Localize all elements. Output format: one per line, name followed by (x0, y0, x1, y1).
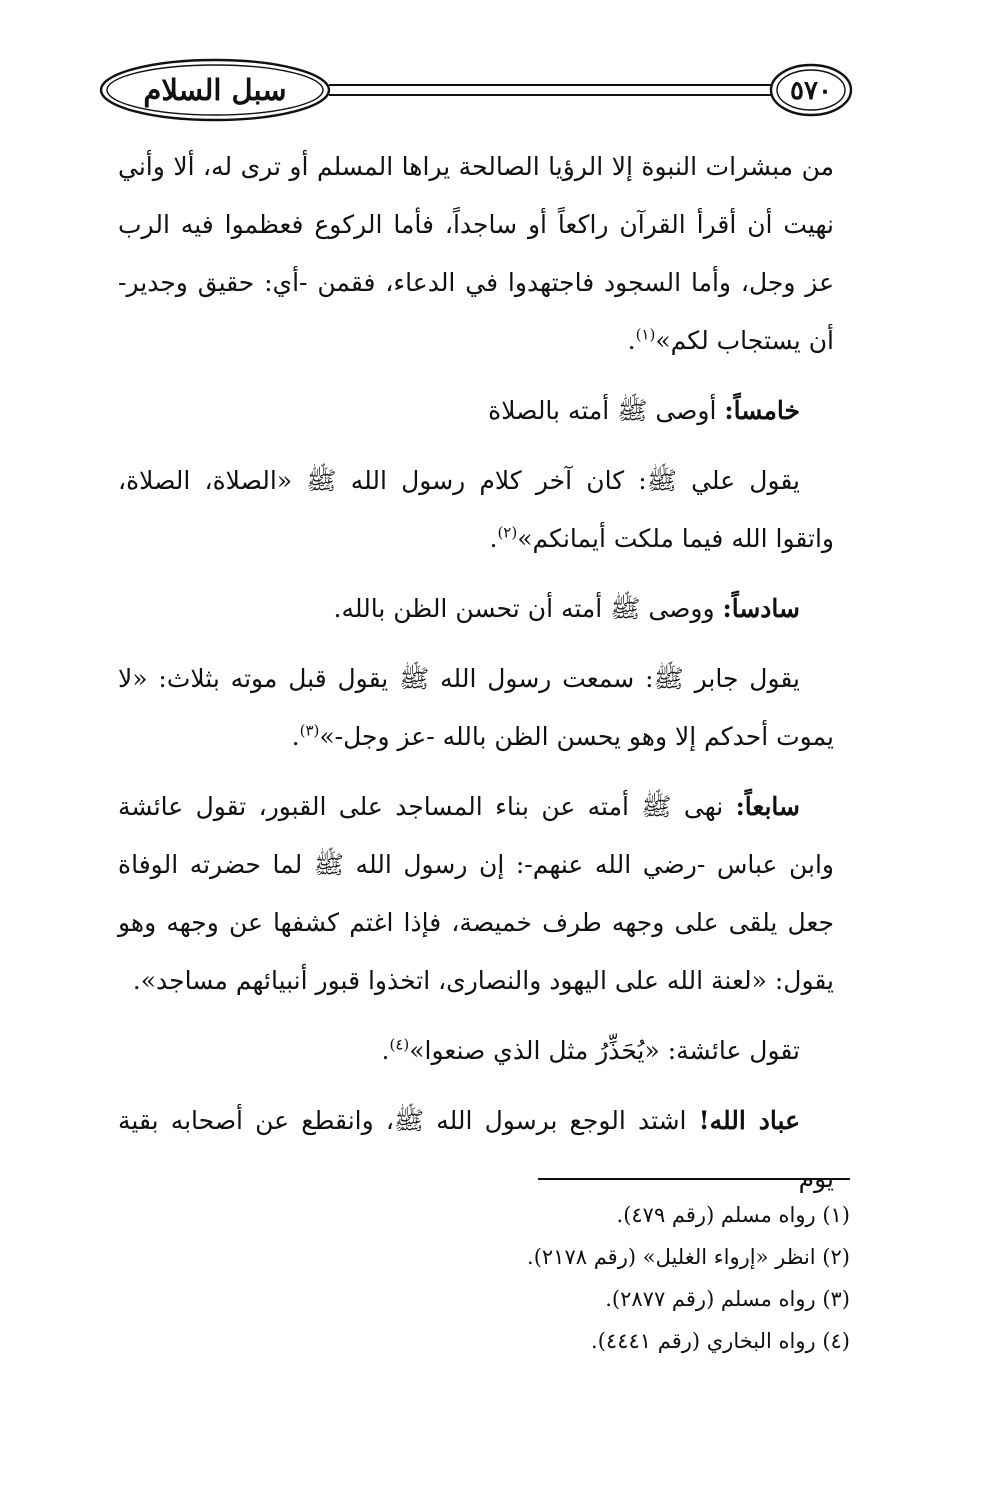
paragraph (118, 382, 834, 440)
footnote: (٢) انظر «إرواء الغليل» (رقم ٢١٧٨). (527, 1245, 850, 1269)
footnote-ref: (١) (635, 325, 656, 344)
main-text (118, 138, 834, 1220)
paragraph-text: تقول عائشة: «يُحَذِّرُ مثل الذي صنعوا» (409, 1036, 800, 1065)
paragraph-end: . (381, 1036, 390, 1065)
paragraph (118, 650, 834, 766)
paragraph-text: يقول جابر ﷺ: سمعت رسول الله ﷺ يقول قبل موته بثلاث: «لا يموت أحدكم إلا وهو يحسن الظن بالله -عز وجل-» (118, 664, 834, 751)
paragraph-text: من مبشرات النبوة إلا الرؤيا الصالحة يراها المسلم أو ترى له، ألا وأني نهيت أن أقرأ القرآن راكعاً أو ساجداً، فأما الركوع فعظموا فيه الرب عز وجل، وأما السجود فاجتهدوا في الدعاء، فقمن -أي: حقيق وجدير- أن يستجاب لكم» (118, 152, 834, 355)
paragraph (118, 1092, 834, 1208)
footnote-ref: (٤) (389, 1035, 410, 1054)
footnotes (420, 1194, 850, 1362)
paragraph-text: ووصى ﷺ أمته أن تحسن الظن بالله. (333, 594, 723, 623)
paragraph (118, 452, 834, 568)
section-label: عباد الله! (698, 1106, 800, 1135)
page-header (96, 52, 856, 132)
running-title: سبل السلام (143, 73, 287, 107)
section-label: خامساً: (724, 396, 800, 425)
footnote: (١) رواه مسلم (رقم ٤٧٩). (616, 1203, 850, 1227)
paragraph (118, 580, 834, 638)
paragraph-text: يقول علي ﷺ: كان آخر كلام رسول الله ﷺ «الصلاة، الصلاة، واتقوا الله فيما ملكت أيمانكم» (118, 466, 834, 553)
paragraph-text: نهى ﷺ أمته عن بناء المساجد على القبور، تقول عائشة وابن عباس -رضي الله عنهم-: إن رسول الله ﷺ لما حضرته الوفاة جعل يلقى على وجهه طرف خميصة، فإذا اغتم كشفها عن وجهه وهو يقول: «لعنة الله على اليهود والنصارى، اتخذوا قبور أنبيائهم مساجد». (118, 792, 834, 995)
footnote-ref: (٢) (497, 523, 518, 542)
section-label: سادساً: (722, 594, 800, 623)
page-number: ٥٧٠ (790, 76, 832, 106)
footnote-ref: (٣) (299, 721, 320, 740)
section-label: سابعاً: (735, 792, 800, 821)
footnote-divider (538, 1178, 850, 1180)
paragraph-end: . (489, 524, 498, 553)
paragraph (118, 1022, 834, 1080)
paragraph-end: . (291, 722, 300, 751)
paragraph-end: . (627, 326, 636, 355)
paragraph (118, 138, 834, 370)
paragraph (118, 778, 834, 1010)
footnote: (٤) رواه البخاري (رقم ٤٤٤١). (591, 1329, 850, 1353)
paragraph-text: أوصى ﷺ أمته بالصلاة (488, 396, 725, 425)
footnote: (٣) رواه مسلم (رقم ٢٨٧٧). (605, 1287, 850, 1311)
paragraph-text: اشتد الوجع برسول الله ﷺ، وانقطع عن أصحابه بقية يوم (118, 1106, 834, 1193)
